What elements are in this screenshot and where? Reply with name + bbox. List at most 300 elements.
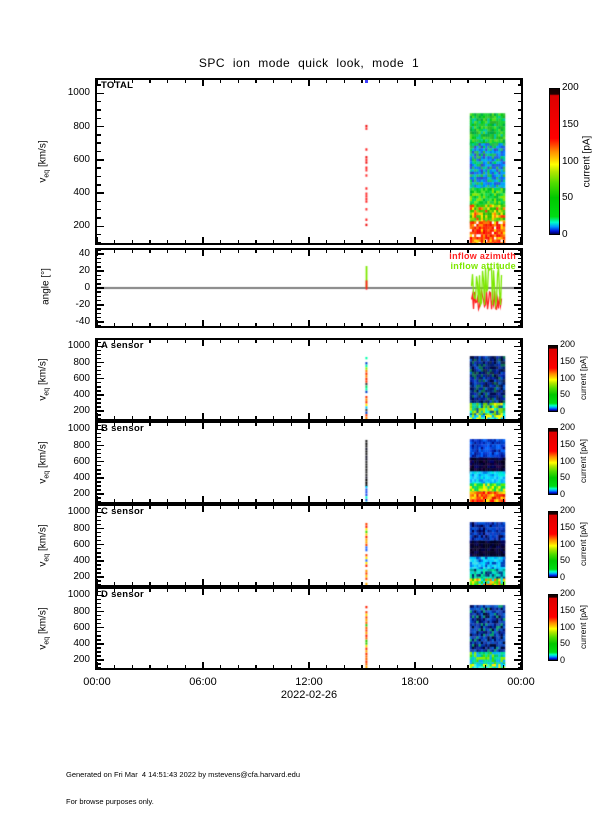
y-minor-tick [97,325,101,327]
colorbar-tick-label: 200 [562,82,579,93]
y-minor-tick [97,433,101,435]
x-major-tick [308,579,310,585]
x-minor-tick [361,340,363,343]
y-minor-tick [97,631,101,633]
colorbar-tick-label: 150 [560,438,576,449]
y-tick-label: 400 [73,388,90,400]
y-tick-label: 800 [73,120,90,132]
x-minor-tick [450,665,452,668]
x-minor-tick [255,665,257,668]
y-minor-tick [97,508,101,510]
y-major-tick [514,659,521,661]
y-major-tick [97,627,104,629]
x-major-tick [414,413,416,419]
x-minor-tick [485,665,487,668]
y-tick-label: 200 [73,487,90,499]
x-minor-tick [503,340,505,343]
y-minor-tick [518,234,522,236]
colorbar [548,428,558,495]
x-minor-tick [291,250,293,253]
y-minor-tick [518,402,522,404]
y-minor-tick [97,390,101,392]
x-major-tick [202,413,204,419]
x-minor-tick [255,80,257,83]
colorbar-tick-label: 200 [560,339,576,349]
y-axis-title-velocity: $v_{eq}$ [km/s] [37,523,51,567]
x-minor-tick [379,416,381,419]
x-major-tick [308,250,310,256]
x-minor-tick [361,250,363,253]
y-minor-tick [97,374,101,376]
y-minor-tick [97,134,101,136]
x-minor-tick [185,506,187,509]
y-minor-tick [518,441,522,443]
y-major-tick [514,595,521,597]
y-minor-tick [518,151,522,153]
x-minor-tick [132,499,134,502]
colorbar-tick-label: 100 [560,455,576,466]
x-minor-tick [432,250,434,253]
x-minor-tick [485,582,487,585]
x-minor-tick [326,250,328,253]
x-minor-tick [149,340,151,343]
y-minor-tick [97,540,101,542]
x-minor-tick [291,499,293,502]
y-minor-tick [518,258,522,260]
y-tick-label: -20 [75,298,90,310]
y-major-tick [97,321,104,323]
x-minor-tick [485,499,487,502]
y-tick-label: 400 [73,554,90,566]
y-minor-tick [518,508,522,510]
y-minor-tick [518,398,522,400]
colorbar-tick-label: 200 [560,505,576,515]
y-minor-tick [518,433,522,435]
y-minor-tick [97,109,101,111]
x-minor-tick [450,582,452,585]
x-minor-tick [273,250,275,253]
y-minor-tick [97,453,101,455]
x-minor-tick [485,240,487,243]
y-minor-tick [518,266,522,268]
x-minor-tick [149,582,151,585]
y-minor-tick [518,572,522,574]
y-minor-tick [97,516,101,518]
y-major-tick [514,576,521,578]
x-minor-tick [361,416,363,419]
panel-d [95,587,523,670]
y-minor-tick [518,279,522,281]
x-minor-tick [450,506,452,509]
y-minor-tick [97,572,101,574]
footer [66,752,300,824]
x-minor-tick [238,250,240,253]
x-minor-tick [132,582,134,585]
y-major-tick [514,643,521,645]
x-minor-tick [361,589,363,592]
y-minor-tick [97,524,101,526]
colorbar-axis-title: current [pA] [578,355,588,400]
y-tick-label: 800 [73,439,90,451]
x-minor-tick [503,589,505,592]
x-major-tick [414,340,416,346]
y-tick-label: 1000 [67,340,90,352]
panel-total [95,78,523,245]
x-minor-tick [344,665,346,668]
x-minor-tick [185,423,187,426]
y-minor-tick [97,167,101,169]
x-minor-tick [467,665,469,668]
y-minor-tick [518,469,522,471]
footer-browse-line: For browse purposes only. [66,797,154,806]
x-minor-tick [220,416,222,419]
y-tick-label: 600 [73,455,90,467]
y-tick-label: 200 [73,220,90,232]
y-minor-tick [97,370,101,372]
panel-label-c: C sensor [101,506,145,517]
y-minor-tick [97,623,101,625]
y-minor-tick [518,201,522,203]
panel-label-a: A sensor [101,340,144,351]
y-major-tick [97,544,104,546]
x-major-tick [414,423,416,429]
panel-label-b: B sensor [101,423,145,434]
y-major-tick [97,493,104,495]
legend-inflow-attitude: inflow attitude [450,261,516,271]
y-major-tick [514,192,521,194]
x-minor-tick [273,80,275,83]
y-minor-tick [518,548,522,550]
x-minor-tick [326,582,328,585]
x-minor-tick [326,423,328,426]
x-minor-tick [114,665,116,668]
x-minor-tick [379,582,381,585]
y-minor-tick [518,142,522,144]
x-minor-tick [273,240,275,243]
x-minor-tick [379,423,381,426]
x-minor-tick [503,499,505,502]
x-minor-tick [361,506,363,509]
y-minor-tick [518,317,522,319]
x-minor-tick [238,423,240,426]
x-minor-tick [185,250,187,253]
x-minor-tick [361,80,363,83]
panel-a [95,338,523,421]
x-major-tick [414,662,416,668]
colorbar-axis-title: current [pA] [578,604,588,649]
x-minor-tick [467,80,469,83]
x-major-tick [202,496,204,502]
y-tick-label: 800 [73,605,90,617]
x-minor-tick [344,582,346,585]
x-minor-tick [167,665,169,668]
colorbar-tick-label: 100 [562,155,579,167]
y-minor-tick [97,437,101,439]
y-minor-tick [97,217,101,219]
y-minor-tick [518,406,522,408]
x-minor-tick [379,340,381,343]
y-major-tick [97,362,104,364]
x-minor-tick [450,340,452,343]
y-minor-tick [518,532,522,534]
y-minor-tick [97,425,101,427]
y-major-tick [97,659,104,661]
colorbar-axis-title: current [pA] [578,521,588,566]
panel-label-total: TOTAL [101,80,134,91]
y-minor-tick [518,453,522,455]
y-major-tick [514,287,521,289]
colorbar-tick-label: 150 [560,604,576,615]
x-minor-tick [114,250,116,253]
x-minor-tick [397,240,399,243]
x-minor-tick [397,506,399,509]
y-minor-tick [518,497,522,499]
y-minor-tick [518,580,522,582]
y-major-tick [514,304,521,306]
x-minor-tick [397,250,399,253]
x-tick-label: 18:00 [401,676,429,688]
x-minor-tick [291,240,293,243]
y-minor-tick [97,639,101,641]
y-minor-tick [97,465,101,467]
x-minor-tick [344,589,346,592]
y-major-tick [514,429,521,431]
x-minor-tick [344,323,346,326]
y-major-tick [514,611,521,613]
y-major-tick [514,378,521,380]
y-minor-tick [97,619,101,621]
y-tick-label: 20 [78,265,90,277]
colorbar-tick-label: 100 [560,372,576,383]
x-minor-tick [220,506,222,509]
y-minor-tick [97,279,101,281]
colorbar-tick-label: 50 [560,472,571,483]
y-minor-tick [518,655,522,657]
y-minor-tick [518,437,522,439]
y-tick-label: 200 [73,570,90,582]
x-minor-tick [149,80,151,83]
a-spectrogram-canvas [97,340,521,419]
colorbar-tick-label: 0 [560,572,566,582]
y-major-tick [514,461,521,463]
x-minor-tick [450,240,452,243]
x-minor-tick [185,240,187,243]
x-minor-tick [379,589,381,592]
y-minor-tick [97,300,101,302]
x-minor-tick [238,416,240,419]
x-minor-tick [485,506,487,509]
y-minor-tick [518,101,522,103]
x-minor-tick [467,323,469,326]
x-major-tick [202,423,204,429]
colorbar-tick-label: 100 [560,621,576,632]
y-minor-tick [518,217,522,219]
x-minor-tick [326,665,328,668]
x-minor-tick [397,665,399,668]
y-minor-tick [97,635,101,637]
y-tick-label: 400 [73,187,90,199]
x-minor-tick [185,665,187,668]
y-minor-tick [97,184,101,186]
y-minor-tick [518,366,522,368]
x-minor-tick [397,582,399,585]
colorbar-tick-label: 200 [560,588,576,598]
colorbar-tick-label: 0 [560,406,566,416]
x-minor-tick [220,340,222,343]
x-major-tick [308,423,310,429]
x-minor-tick [326,589,328,592]
y-minor-tick [97,663,101,665]
colorbar-tick-label: 0 [562,229,568,240]
y-minor-tick [518,275,522,277]
x-major-tick [308,496,310,502]
x-minor-tick [185,582,187,585]
x-minor-tick [326,240,328,243]
x-major-tick [308,80,310,86]
y-tick-label: 400 [73,637,90,649]
x-minor-tick [379,250,381,253]
y-minor-tick [97,101,101,103]
x-major-tick [414,320,416,326]
x-minor-tick [220,423,222,426]
colorbar [548,345,558,412]
y-minor-tick [97,209,101,211]
x-minor-tick [344,416,346,419]
y-axis-title-angle: angle [°] [40,268,52,305]
x-minor-tick [114,323,116,326]
x-minor-tick [273,416,275,419]
y-minor-tick [518,520,522,522]
y-minor-tick [518,619,522,621]
x-minor-tick [485,589,487,592]
y-minor-tick [97,501,101,503]
x-minor-tick [467,240,469,243]
x-minor-tick [450,423,452,426]
y-minor-tick [518,374,522,376]
x-minor-tick [167,323,169,326]
total-spectrogram-canvas [97,80,521,243]
y-minor-tick [518,536,522,538]
x-minor-tick [273,665,275,668]
y-major-tick [514,493,521,495]
x-minor-tick [238,665,240,668]
x-minor-tick [361,323,363,326]
y-tick-label: 1000 [67,423,90,435]
x-minor-tick [238,506,240,509]
x-minor-tick [167,80,169,83]
x-minor-tick [485,423,487,426]
x-minor-tick [255,589,257,592]
x-minor-tick [273,340,275,343]
y-tick-label: 40 [78,248,90,260]
y-minor-tick [97,548,101,550]
x-major-tick [414,250,416,256]
colorbar-tick-label: 150 [560,521,576,532]
x-minor-tick [220,589,222,592]
y-minor-tick [518,296,522,298]
x-minor-tick [114,240,116,243]
y-minor-tick [518,465,522,467]
x-minor-tick [467,506,469,509]
x-minor-tick [185,589,187,592]
y-major-tick [514,346,521,348]
x-tick-label: 00:00 [507,676,535,688]
y-major-tick [514,93,521,95]
x-minor-tick [238,589,240,592]
x-minor-tick [432,582,434,585]
x-minor-tick [185,80,187,83]
y-minor-tick [97,580,101,582]
y-minor-tick [518,390,522,392]
y-minor-tick [518,552,522,554]
x-minor-tick [450,416,452,419]
x-minor-tick [361,499,363,502]
x-minor-tick [149,323,151,326]
y-minor-tick [97,151,101,153]
y-major-tick [97,270,104,272]
x-minor-tick [291,323,293,326]
y-minor-tick [518,631,522,633]
x-minor-tick [503,323,505,326]
x-minor-tick [167,589,169,592]
y-axis-title-velocity: $v_{eq}$ [km/s] [37,357,51,401]
x-minor-tick [273,506,275,509]
x-minor-tick [238,499,240,502]
x-minor-tick [397,589,399,592]
y-minor-tick [97,449,101,451]
x-major-tick [202,80,204,86]
x-minor-tick [485,416,487,419]
y-minor-tick [97,481,101,483]
x-minor-tick [467,589,469,592]
x-major-tick [308,413,310,419]
x-minor-tick [326,416,328,419]
x-minor-tick [397,499,399,502]
x-major-tick [414,589,416,595]
x-minor-tick [397,323,399,326]
y-tick-label: 600 [73,153,90,165]
y-minor-tick [97,418,101,420]
y-major-tick [97,528,104,530]
x-minor-tick [503,416,505,419]
x-minor-tick [467,416,469,419]
y-minor-tick [97,564,101,566]
y-minor-tick [97,591,101,593]
y-minor-tick [97,603,101,605]
y-minor-tick [518,524,522,526]
x-minor-tick [432,240,434,243]
x-minor-tick [361,582,363,585]
x-minor-tick [185,340,187,343]
y-minor-tick [97,651,101,653]
y-major-tick [97,253,104,255]
y-minor-tick [97,308,101,310]
y-minor-tick [518,457,522,459]
x-minor-tick [291,582,293,585]
x-minor-tick [273,323,275,326]
y-tick-label: 0 [84,282,90,293]
y-minor-tick [518,623,522,625]
y-minor-tick [518,663,522,665]
y-minor-tick [518,607,522,609]
y-minor-tick [518,501,522,503]
colorbar-tick-label: 50 [560,638,571,649]
y-minor-tick [97,556,101,558]
x-major-tick [202,340,204,346]
y-major-tick [514,512,521,514]
y-minor-tick [97,118,101,120]
y-minor-tick [97,599,101,601]
